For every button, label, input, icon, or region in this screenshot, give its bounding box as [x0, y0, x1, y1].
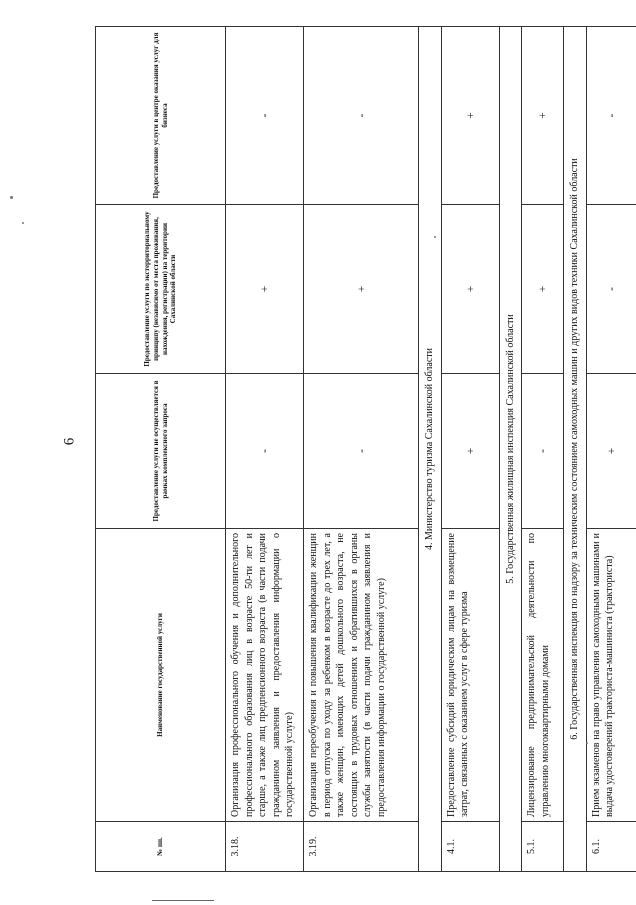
section-title: 6. Государственная инспекция по надзору за техническим состоянием самоходных машин и других видов техники Сахалинской области: [564, 27, 587, 872]
table-row: [586, 27, 636, 872]
section-row: [499, 27, 522, 872]
row-num: 6.1.: [586, 822, 636, 872]
extraterritorial-mark: +: [522, 205, 564, 374]
service-name: Организация переобучения и повышения квалификации женщин в период отпуска по уходу за ребенком в возрасте до трех лет, а также женщин, имеющих детей дошкольного возраста, не состоящих в трудовых отношениях и обратившихся в органы службы занятости (в части подачи гражданином заявления и предоставления информации о государственной услуге): [304, 529, 419, 822]
complex-mark: -: [304, 374, 419, 529]
row-num: 4.1.: [441, 822, 499, 872]
business-center-mark: +: [522, 27, 564, 205]
scan-speck: [586, 742, 588, 744]
table-row: [304, 27, 419, 872]
business-center-mark: -: [586, 27, 636, 205]
header-num: № пп.: [96, 822, 226, 872]
row-num: 3.18.: [226, 822, 304, 872]
table-row: [226, 27, 304, 872]
header-complex: Предоставление услуги не осуществляется в рамках комплексного запроса: [96, 374, 226, 529]
complex-mark: +: [586, 374, 636, 529]
complex-mark: +: [441, 374, 499, 529]
table-row: [522, 27, 564, 872]
table-row: [441, 27, 499, 872]
header-extraterritorial: Предоставление услуги по экстерриториальному принципу (независимо от места проживания, нахождения, регистрации) на территории Сахалинской области: [96, 205, 226, 374]
scan-speck: [10, 196, 13, 199]
business-center-mark: -: [226, 27, 304, 205]
services-table: [95, 26, 636, 872]
page-number: 6: [61, 437, 78, 446]
scan-mark-line: [152, 900, 214, 901]
complex-mark: -: [226, 374, 304, 529]
business-center-mark: +: [441, 27, 499, 205]
header-business-center: Предоставление услуги в центре оказания услуг для бизнеса: [96, 27, 226, 205]
extraterritorial-mark: +: [226, 205, 304, 374]
business-center-mark: -: [304, 27, 419, 205]
section-title: 5. Государственная жилищная инспекция Сахалинской области: [499, 27, 522, 872]
scan-speck: [434, 236, 436, 238]
service-name: Прием экзаменов на право управления самоходными машинами и выдача удостоверений тракториста-машиниста (тракториста): [586, 529, 636, 822]
row-num: 3.19.: [304, 822, 419, 872]
section-title: 4. Министерство туризма Сахалинской области: [419, 27, 442, 872]
header-name: Наименование государственной услуги: [96, 529, 226, 822]
service-name: Организация профессионального обучения и дополнительного профессионального образования лиц в возрасте 50-ти лет и старше, а также лиц предпенсионного возраста (в части подачи гражданином заявления и предоставления информации о государственной услуге): [226, 529, 304, 822]
table-header-row: [96, 27, 226, 872]
extraterritorial-mark: +: [441, 205, 499, 374]
extraterritorial-mark: +: [304, 205, 419, 374]
section-row: [564, 27, 587, 872]
scan-speck: [22, 222, 24, 224]
section-row: [419, 27, 442, 872]
service-name: Лицензирование предпринимательской деятельности по управлению многоквартирными домами: [522, 529, 564, 822]
service-name: Предоставление субсидий юридическим лицам на возмещение затрат, связанных с оказанием услуг в сфере туризма: [441, 529, 499, 822]
extraterritorial-mark: -: [586, 205, 636, 374]
row-num: 5.1.: [522, 822, 564, 872]
complex-mark: -: [522, 374, 564, 529]
